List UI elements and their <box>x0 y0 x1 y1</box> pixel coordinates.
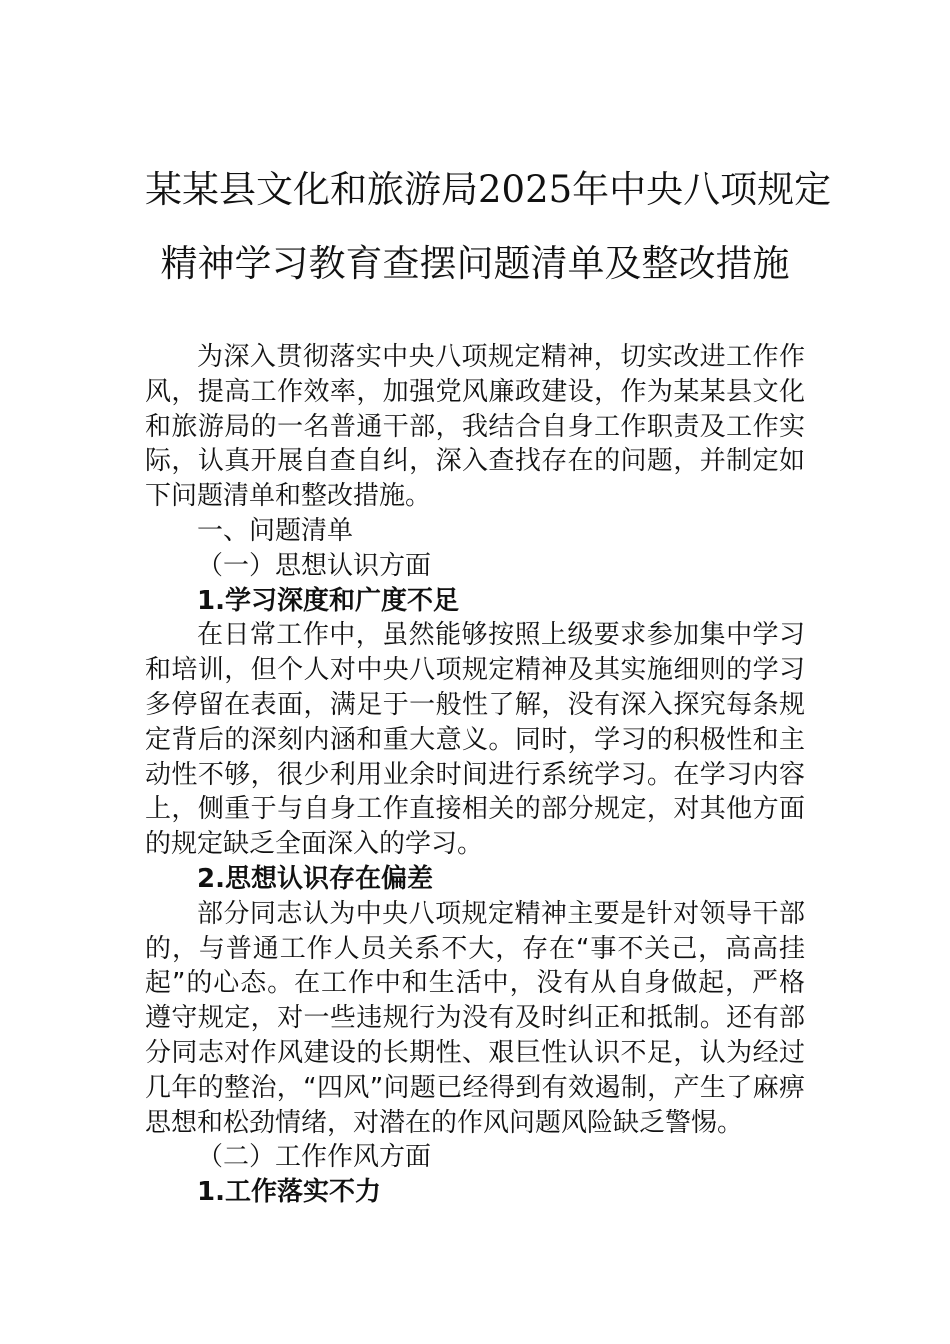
item-heading-study-depth: 1.学习深度和广度不足 <box>197 585 459 616</box>
section-heading-problem-list: 一、问题清单 <box>197 515 354 546</box>
item-paragraph-ideology-deviation: 部分同志认为中央八项规定精神主要是针对领导干部的，与普通工作人员关系不大，存在“事不关己，高高挂起”的心态。在工作中和生活中，没有从自身做起，严格遵守规定，对一些违规行为没有及时纠正和抵制。还有部分同志对作风建设的长期性、艰巨性认识不足，认为经过几年的整治，“四风”问题已经得到有效遏制，产生了麻痹思想和松劲情绪，对潜在的作风问题风险缺乏警惕。 <box>145 898 805 1138</box>
document-page <box>145 168 832 1210</box>
title-line-1: 某某县文化和旅游局2025年中央八项规定 <box>145 168 832 211</box>
item-heading-work-implementation: 1.工作落实不力 <box>197 1177 381 1208</box>
subsection-heading-work-style: （二）工作作风方面 <box>197 1142 432 1173</box>
subsection-heading-ideology: （一）思想认识方面 <box>197 550 432 581</box>
title-line-2: 精神学习教育查摆问题清单及整改措施 <box>160 242 790 285</box>
document-body <box>145 340 805 1210</box>
document-title <box>145 168 832 285</box>
item-heading-ideology-deviation: 2.思想认识存在偏差 <box>197 863 433 894</box>
item-paragraph-study-depth: 在日常工作中，虽然能够按照上级要求参加集中学习和培训，但个人对中央八项规定精神及其实施细则的学习多停留在表面，满足于一般性了解，没有深入探究每条规定背后的深刻内涵和重大意义。同时，学习的积极性和主动性不够，很少利用业余时间进行系统学习。在学习内容上，侧重于与自身工作直接相关的部分规定，对其他方面的规定缺乏全面深入的学习。 <box>145 620 805 860</box>
intro-paragraph: 为深入贯彻落实中央八项规定精神，切实改进工作作风，提高工作效率，加强党风廉政建设，作为某某县文化和旅游局的一名普通干部，我结合自身工作职责及工作实际，认真开展自查自纠，深入查找存在的问题，并制定如下问题清单和整改措施。 <box>145 342 805 512</box>
